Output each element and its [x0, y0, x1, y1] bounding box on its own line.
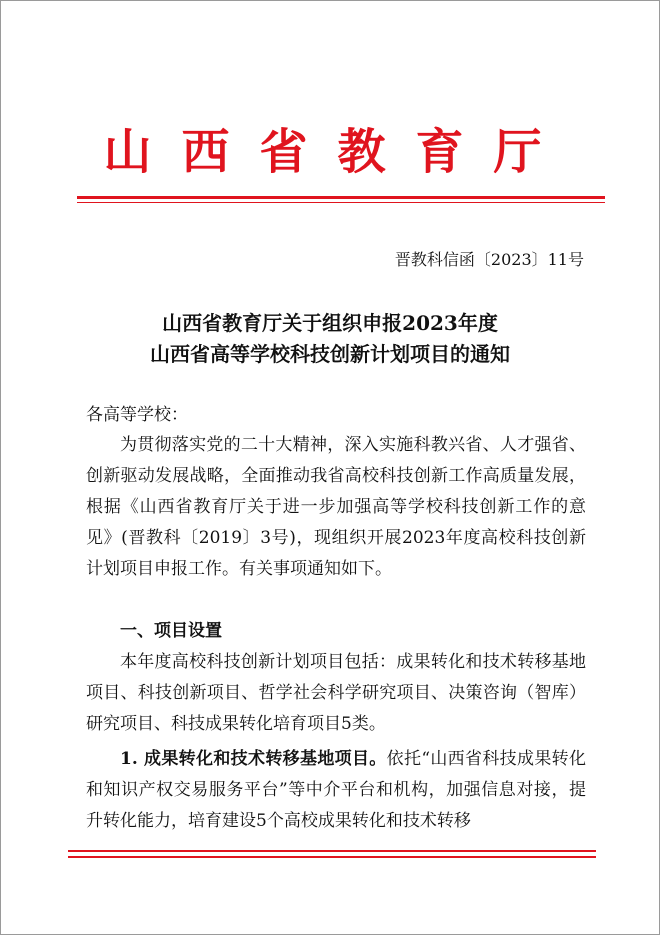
paragraph-item1 [86, 744, 586, 837]
document-title-line1: 山西省教育厅关于组织申报2023年度 [162, 311, 498, 335]
item1-lead: 1. 成果转化和技术转移基地项目。 [120, 749, 387, 769]
masthead-org-name: 山西省教育厅 [103, 124, 572, 180]
section-heading-project-setup: 一、项目设置 [120, 621, 222, 641]
document-title-line2: 山西省高等学校科技创新计划项目的通知 [150, 342, 510, 366]
item1-text: 依托“山西省科技成果转化和知识产权交易服务平台”等中介平台和机构，加强信息对接，提升转化能力，培育建设5个高校成果转化和技术转移 [86, 749, 586, 831]
paragraph-intro: 为贯彻落实党的二十大精神，深入实施科教兴省、人才强省、创新驱动发展战略，全面推动我省高校科技创新工作高质量发展，根据《山西省教育厅关于进一步加强高等学校科技创新工作的意见》(晋教科〔2019〕3号)，现组织开展2023年度高校科技创新计划项目申报工作。有关事项通知如下。 [86, 435, 586, 579]
masthead-rule-thick [77, 196, 605, 199]
masthead-rule-thin [77, 202, 605, 203]
footer-rule-2 [68, 856, 596, 858]
document-number: 晋教科信函〔2023〕11号 [394, 250, 584, 269]
salutation: 各高等学校： [86, 405, 188, 425]
footer-rule-1 [68, 850, 596, 852]
paragraph-project-types: 本年度高校科技创新计划项目包括：成果转化和技术转移基地项目、科技创新项目、哲学社会科学研究项目、决策咨询（智库）研究项目、科技成果转化培育项目5类。 [86, 652, 586, 734]
